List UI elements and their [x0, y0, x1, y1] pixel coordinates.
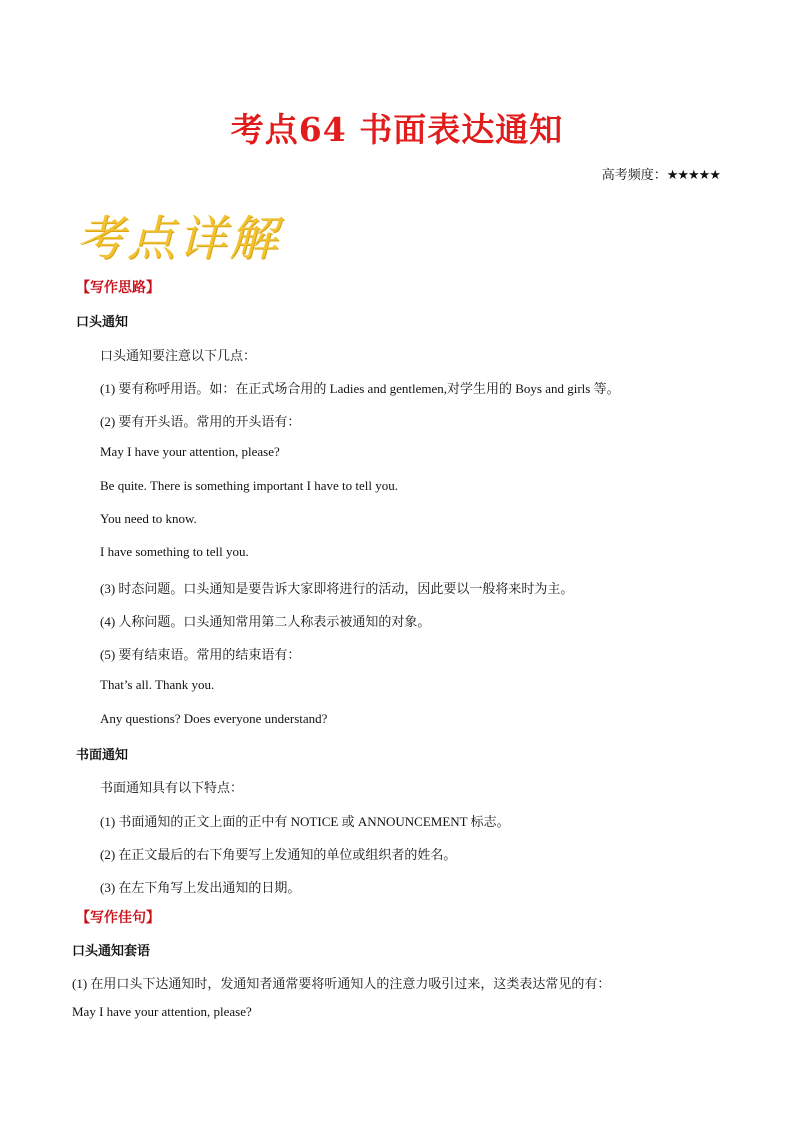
- phrases-line-2: May I have your attention, please?: [72, 1004, 252, 1019]
- oral-line-12: Any questions? Does everyone understand?: [100, 711, 328, 726]
- section-banner: 考点详解: [76, 211, 281, 267]
- oral-line-4: May I have your attention, please?: [100, 444, 280, 459]
- frequency-stars: ★★★★★: [666, 168, 720, 183]
- oral-line-3: (2) 要有开头语。常用的开头语有：: [100, 414, 301, 429]
- written-line-4: (3) 在左下角写上发出通知的日期。: [100, 880, 301, 895]
- phrases-line-1: (1) 在用口头下达通知时，发通知者通常要将听通知人的注意力吸引过来，这类表达常见的有：: [72, 976, 611, 991]
- written-line-1: 书面通知具有以下特点：: [100, 780, 244, 795]
- oral-line-9: (4) 人称问题。口头通知常用第二人称表示被通知的对象。: [100, 614, 431, 629]
- oral-line-7: I have something to tell you.: [100, 544, 249, 559]
- oral-line-11: That’s all. Thank you.: [100, 677, 215, 692]
- writing-ideas-heading: 【写作思路】: [76, 280, 160, 296]
- oral-line-5: Be quite. There is something important I have to tell you.: [100, 478, 398, 493]
- oral-line-1: 口头通知要注意以下几点：: [100, 348, 257, 363]
- good-sentences-heading: 【写作佳句】: [76, 910, 160, 926]
- written-notice-subheading: 书面通知: [76, 748, 129, 763]
- oral-notice-subheading: 口头通知: [76, 315, 129, 330]
- oral-line-2: (1) 要有称呼用语。如：在正式场合用的 Ladies and gentlemen,对学生用的 Boys and girls 等。: [100, 381, 620, 396]
- written-line-3: (2) 在正文最后的右下角要写上发通知的单位或组织者的姓名。: [100, 847, 457, 862]
- written-line-2: (1) 书面通知的正文上面的正中有 NOTICE 或 ANNOUNCEMENT 标志。: [100, 814, 510, 829]
- oral-line-6: You need to know.: [100, 511, 197, 526]
- oral-phrases-subheading: 口头通知套语: [72, 944, 151, 959]
- exam-frequency: [602, 164, 720, 183]
- oral-line-8: (3) 时态问题。口头通知是要告诉大家即将进行的活动，因此要以一般将来时为主。: [100, 581, 574, 596]
- page-title: 考点64 书面表达通知: [230, 110, 564, 149]
- oral-line-10: (5) 要有结束语。常用的结束语有：: [100, 647, 301, 662]
- frequency-label: 高考频度：: [601, 168, 667, 183]
